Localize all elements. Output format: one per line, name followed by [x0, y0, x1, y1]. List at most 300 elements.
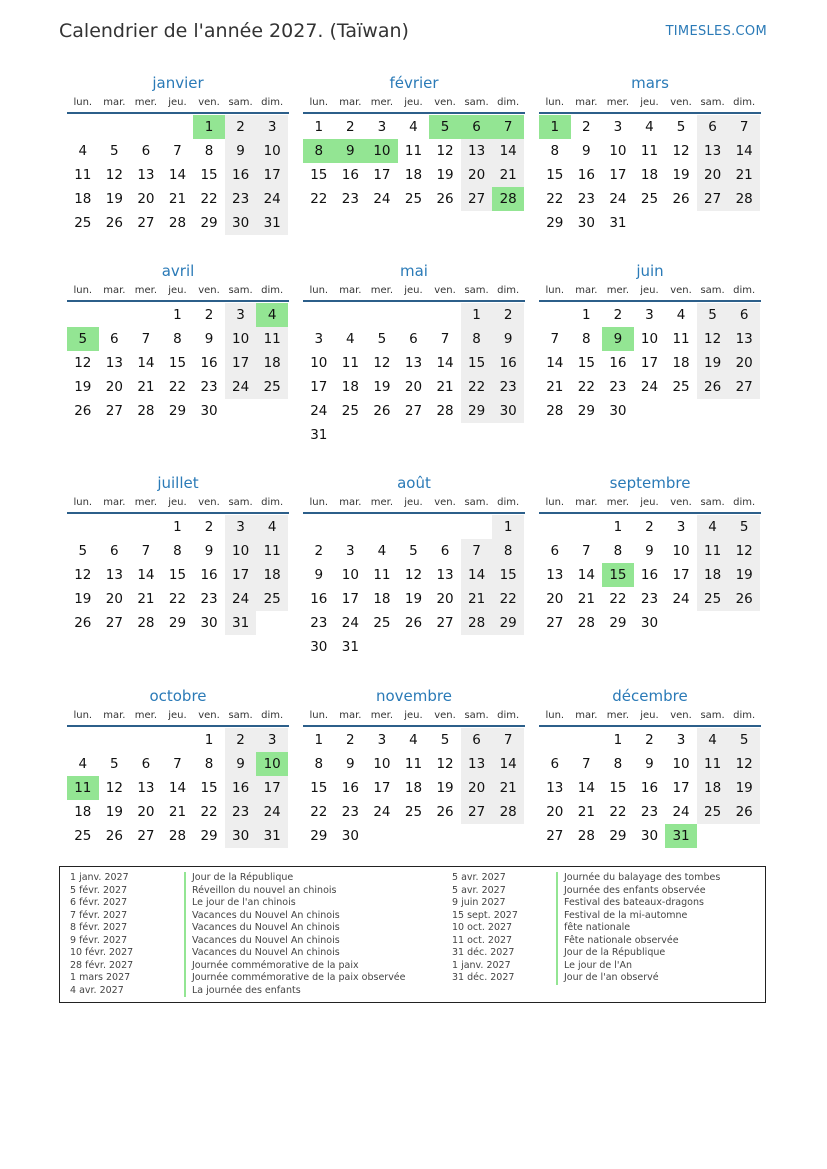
- day-cell: 16: [225, 163, 257, 187]
- empty-cell: [303, 303, 335, 327]
- holiday-date: 1 janv. 2027: [452, 959, 511, 971]
- day-cell: 20: [105, 591, 123, 607]
- weekday-label: ven.: [198, 710, 220, 721]
- day-cell: 21: [461, 587, 493, 611]
- day-cell: 28: [728, 187, 760, 211]
- day-cell: 2: [346, 732, 355, 748]
- day-cell: 15: [168, 355, 187, 371]
- weekday-label: mar.: [103, 285, 126, 296]
- day-cell: 27: [546, 615, 564, 631]
- day-cell: 20: [546, 804, 564, 820]
- day-cell: 16: [200, 567, 218, 583]
- holiday-date: 31 déc. 2027: [452, 947, 515, 958]
- day-cell: 17: [341, 591, 359, 607]
- day-cell: 6: [110, 331, 119, 347]
- day-cell: 14: [728, 139, 760, 163]
- day-cell: 26: [74, 615, 92, 631]
- day-cell: 28: [577, 615, 595, 631]
- day-cell: 8: [492, 539, 524, 563]
- day-cell: 23: [225, 187, 257, 211]
- day-cell: 9: [492, 327, 524, 351]
- day-cell: 12: [672, 143, 690, 159]
- day-cell: 1: [461, 303, 493, 327]
- day-cell: 11: [373, 567, 391, 583]
- day-cell: 21: [168, 191, 187, 207]
- weekday-label: sam.: [700, 97, 725, 108]
- holiday-day-cell: 15: [602, 563, 634, 587]
- day-cell: 12: [105, 167, 123, 183]
- brand-logo[interactable]: TIMESLES.COM: [665, 24, 767, 39]
- day-cell: 12: [728, 539, 760, 563]
- day-cell: 21: [728, 163, 760, 187]
- holiday-name: Vacances du Nouvel An chinois: [184, 935, 406, 948]
- day-cell: 25: [697, 587, 729, 611]
- holiday-day-cell: 31: [665, 824, 697, 848]
- day-cell: 7: [550, 331, 560, 347]
- day-cell: 16: [200, 355, 218, 371]
- day-cell: 25: [74, 215, 92, 231]
- day-cell: 7: [582, 543, 591, 559]
- empty-cell: [67, 515, 99, 539]
- weekday-header: [539, 282, 761, 302]
- day-cell: 9: [314, 567, 324, 583]
- holiday-date: 28 févr. 2027: [70, 959, 134, 971]
- day-cell: 16: [640, 567, 659, 583]
- day-cell: 9: [204, 331, 214, 347]
- day-cell: 16: [609, 355, 627, 371]
- day-cell: 26: [105, 828, 123, 844]
- day-cell: 26: [728, 800, 760, 824]
- day-cell: 7: [173, 143, 182, 159]
- day-cell: 4: [78, 143, 88, 159]
- day-cell: 15: [492, 563, 524, 587]
- day-cell: 29: [577, 403, 595, 419]
- holiday-day-cell: 7: [492, 115, 524, 139]
- day-cell: 21: [436, 379, 454, 395]
- holiday-date: 15 sept. 2027: [452, 909, 518, 921]
- weekday-header: [303, 282, 525, 302]
- day-cell: 31: [256, 211, 288, 235]
- day-cell: 7: [141, 543, 151, 559]
- holiday-date: 5 avr. 2027: [452, 884, 506, 896]
- day-cell: 6: [550, 543, 560, 559]
- month-february: [303, 72, 525, 211]
- holiday-day-cell: 9: [335, 139, 367, 163]
- day-cell: 23: [200, 379, 218, 395]
- weekday-label: dim.: [733, 497, 756, 508]
- day-cell: 8: [204, 143, 214, 159]
- day-cell: 3: [613, 119, 623, 135]
- day-cell: 23: [310, 615, 328, 631]
- day-cell: 30: [609, 403, 627, 419]
- day-cell: 28: [168, 215, 187, 231]
- day-cell: 19: [436, 167, 454, 183]
- day-cell: 19: [672, 167, 690, 183]
- month-june: [539, 260, 761, 423]
- holiday-name: Le jour de l'an chinois: [184, 897, 406, 910]
- day-cell: 15: [310, 167, 328, 183]
- weekday-label: mar.: [575, 97, 598, 108]
- day-cell: 25: [341, 403, 359, 419]
- day-cell: 6: [141, 756, 151, 772]
- day-cell: 24: [256, 800, 288, 824]
- day-cell: 8: [173, 331, 182, 347]
- day-cell: 14: [168, 780, 187, 796]
- day-cell: 5: [110, 756, 119, 772]
- day-cell: 21: [577, 591, 595, 607]
- day-cell: 4: [409, 119, 418, 135]
- day-cell: 24: [609, 191, 627, 207]
- holiday-date: 5 avr. 2027: [452, 872, 506, 883]
- holiday-name: Journée commémorative de la paix: [184, 960, 406, 973]
- day-cell: 26: [728, 587, 760, 611]
- day-cell: 10: [310, 355, 328, 371]
- day-cell: 8: [173, 543, 182, 559]
- day-cell: 26: [672, 191, 690, 207]
- holiday-name: Jour de la République: [184, 872, 406, 885]
- holiday-date: 6 févr. 2027: [70, 897, 128, 908]
- day-cell: 22: [461, 375, 493, 399]
- month-august: [303, 472, 525, 659]
- day-cell: 19: [105, 191, 123, 207]
- day-cell: 24: [225, 375, 257, 399]
- day-cell: 22: [492, 587, 524, 611]
- month-may: [303, 260, 525, 447]
- day-cell: 2: [582, 119, 591, 135]
- weekday-label: sam.: [228, 497, 253, 508]
- day-cell: 26: [436, 804, 454, 820]
- day-cell: 8: [314, 756, 324, 772]
- day-cell: 1: [314, 119, 324, 135]
- holiday-names-left: [184, 872, 406, 997]
- day-cell: 4: [697, 728, 729, 752]
- holiday-name: Jour de l'an observé: [556, 972, 720, 985]
- day-cell: 20: [105, 379, 123, 395]
- day-cell: 27: [546, 828, 564, 844]
- day-cell: 27: [728, 375, 760, 399]
- day-cell: 31: [341, 639, 359, 655]
- empty-cell: [461, 515, 493, 539]
- day-cell: 3: [676, 732, 686, 748]
- day-cell: 3: [377, 732, 387, 748]
- day-cell: 12: [373, 355, 391, 371]
- month-name: août: [397, 474, 431, 492]
- weekday-header: [303, 94, 525, 114]
- day-cell: 3: [256, 728, 288, 752]
- day-cell: 6: [728, 303, 760, 327]
- weekday-label: dim.: [261, 285, 284, 296]
- day-cell: 6: [141, 143, 151, 159]
- month-name: juillet: [157, 474, 199, 492]
- day-cell: 2: [645, 519, 654, 535]
- day-cell: 31: [310, 427, 328, 443]
- day-cell: 5: [377, 331, 387, 347]
- day-cell: 14: [577, 567, 595, 583]
- day-cell: 24: [341, 615, 359, 631]
- day-cell: 21: [546, 379, 564, 395]
- day-cell: 11: [672, 331, 690, 347]
- weekday-label: mar.: [339, 97, 362, 108]
- weekday-label: jeu.: [404, 285, 423, 296]
- day-cell: 9: [582, 143, 591, 159]
- day-cell: 12: [74, 355, 92, 371]
- month-name: février: [389, 74, 439, 92]
- weekday-label: jeu.: [640, 285, 659, 296]
- day-grid: [539, 303, 761, 423]
- day-cell: 24: [672, 591, 690, 607]
- day-cell: 24: [672, 804, 690, 820]
- day-cell: 3: [225, 515, 257, 539]
- weekday-header: [539, 707, 761, 727]
- day-cell: 30: [200, 403, 218, 419]
- weekday-label: mar.: [339, 710, 362, 721]
- day-cell: 9: [225, 752, 257, 776]
- day-cell: 13: [461, 752, 493, 776]
- holiday-day-cell: 9: [602, 327, 634, 351]
- weekday-label: lun.: [545, 97, 565, 108]
- day-cell: 18: [404, 167, 423, 183]
- holiday-name: Festival de la mi-automne: [556, 910, 720, 923]
- day-cell: 28: [577, 828, 595, 844]
- day-cell: 10: [341, 567, 359, 583]
- weekday-label: mer.: [370, 497, 394, 508]
- day-cell: 30: [225, 211, 257, 235]
- day-cell: 3: [645, 307, 654, 323]
- day-cell: 4: [676, 307, 686, 323]
- day-cell: 11: [640, 143, 659, 159]
- day-cell: 9: [346, 756, 355, 772]
- holiday-date: 11 oct. 2027: [452, 934, 513, 946]
- day-cell: 29: [461, 399, 493, 423]
- holiday-date: 9 févr. 2027: [70, 934, 128, 946]
- day-cell: 19: [728, 776, 760, 800]
- holiday-name: Journée commémorative de la paix observée: [184, 972, 406, 985]
- day-cell: 7: [728, 115, 760, 139]
- weekday-header: [67, 707, 289, 727]
- weekday-label: ven.: [670, 97, 692, 108]
- holiday-date: 1 mars 2027: [70, 972, 131, 983]
- day-cell: 10: [640, 331, 659, 347]
- day-cell: 23: [577, 191, 595, 207]
- empty-cell: [571, 728, 603, 752]
- day-cell: 7: [582, 756, 591, 772]
- holiday-name: Jour de la République: [556, 947, 720, 960]
- day-cell: 27: [137, 828, 155, 844]
- day-cell: 4: [409, 732, 418, 748]
- weekday-label: mar.: [575, 285, 598, 296]
- day-cell: 18: [697, 776, 729, 800]
- month-name: mai: [400, 262, 428, 280]
- day-cell: 15: [200, 780, 218, 796]
- day-grid: [539, 515, 761, 635]
- day-cell: 17: [609, 167, 627, 183]
- day-cell: 22: [200, 191, 218, 207]
- empty-cell: [398, 303, 430, 327]
- day-cell: 8: [550, 143, 560, 159]
- day-cell: 5: [110, 143, 119, 159]
- empty-cell: [366, 515, 398, 539]
- day-cell: 1: [613, 519, 623, 535]
- day-cell: 26: [373, 403, 391, 419]
- day-cell: 8: [613, 543, 623, 559]
- holiday-day-cell: 5: [429, 115, 461, 139]
- day-cell: 12: [436, 143, 454, 159]
- day-cell: 19: [436, 780, 454, 796]
- day-grid: [303, 303, 525, 447]
- weekday-label: mar.: [575, 497, 598, 508]
- month-name: novembre: [376, 687, 452, 705]
- weekday-label: mer.: [606, 497, 630, 508]
- weekday-label: mer.: [606, 710, 630, 721]
- weekday-label: mar.: [339, 285, 362, 296]
- day-cell: 23: [225, 800, 257, 824]
- holiday-date: 8 févr. 2027: [70, 922, 128, 933]
- day-cell: 27: [137, 215, 155, 231]
- weekday-label: ven.: [198, 97, 220, 108]
- weekday-label: mer.: [370, 97, 394, 108]
- month-name: mars: [631, 74, 669, 92]
- holiday-name: Journée du balayage des tombes: [556, 872, 720, 885]
- day-cell: 20: [137, 804, 155, 820]
- day-cell: 31: [609, 215, 627, 231]
- empty-cell: [429, 303, 461, 327]
- day-cell: 25: [74, 828, 92, 844]
- day-cell: 11: [256, 539, 288, 563]
- weekday-label: ven.: [434, 97, 456, 108]
- weekday-label: lun.: [545, 497, 565, 508]
- day-cell: 24: [225, 587, 257, 611]
- weekday-label: jeu.: [404, 97, 423, 108]
- weekday-label: jeu.: [168, 497, 187, 508]
- month-december: [539, 685, 761, 848]
- day-cell: 18: [697, 563, 729, 587]
- day-cell: 5: [78, 543, 88, 559]
- day-cell: 29: [609, 828, 627, 844]
- day-cell: 21: [168, 804, 187, 820]
- day-cell: 5: [409, 543, 418, 559]
- weekday-label: mar.: [103, 710, 126, 721]
- weekday-label: lun.: [309, 497, 329, 508]
- day-cell: 24: [310, 403, 328, 419]
- day-cell: 29: [492, 611, 524, 635]
- day-cell: 22: [310, 804, 328, 820]
- day-cell: 30: [492, 399, 524, 423]
- day-cell: 16: [640, 780, 659, 796]
- day-cell: 26: [697, 375, 729, 399]
- weekday-label: sam.: [464, 710, 489, 721]
- weekday-label: ven.: [434, 497, 456, 508]
- day-grid: [539, 728, 761, 848]
- weekday-label: lun.: [309, 710, 329, 721]
- day-cell: 13: [461, 139, 493, 163]
- day-cell: 13: [404, 355, 423, 371]
- day-cell: 23: [609, 379, 627, 395]
- day-cell: 18: [404, 780, 423, 796]
- day-cell: 8: [613, 756, 623, 772]
- day-cell: 3: [256, 115, 288, 139]
- day-cell: 2: [314, 543, 324, 559]
- day-cell: 15: [310, 780, 328, 796]
- day-cell: 1: [173, 307, 182, 323]
- day-cell: 10: [256, 139, 288, 163]
- day-cell: 2: [645, 732, 654, 748]
- weekday-label: jeu.: [640, 710, 659, 721]
- day-cell: 17: [310, 379, 328, 395]
- day-cell: 17: [256, 163, 288, 187]
- day-cell: 22: [200, 804, 218, 820]
- holiday-day-cell: 1: [193, 115, 225, 139]
- weekday-header: [67, 282, 289, 302]
- weekday-label: dim.: [733, 97, 756, 108]
- day-cell: 25: [256, 375, 288, 399]
- empty-cell: [67, 728, 99, 752]
- day-cell: 27: [697, 187, 729, 211]
- day-cell: 21: [137, 379, 155, 395]
- day-grid: [539, 115, 761, 235]
- day-cell: 26: [105, 215, 123, 231]
- day-cell: 19: [404, 591, 423, 607]
- day-cell: 20: [461, 163, 493, 187]
- day-cell: 28: [546, 403, 564, 419]
- day-cell: 6: [461, 728, 493, 752]
- day-cell: 18: [373, 591, 391, 607]
- day-cell: 2: [225, 115, 257, 139]
- weekday-label: mer.: [606, 285, 630, 296]
- weekday-label: ven.: [434, 285, 456, 296]
- day-cell: 21: [577, 804, 595, 820]
- weekday-label: jeu.: [404, 710, 423, 721]
- holiday-date: 7 févr. 2027: [70, 909, 128, 921]
- empty-cell: [162, 728, 194, 752]
- day-cell: 5: [676, 119, 686, 135]
- weekday-label: mar.: [339, 497, 362, 508]
- day-cell: 20: [404, 379, 423, 395]
- month-october: [67, 685, 289, 848]
- weekday-label: dim.: [497, 285, 520, 296]
- day-cell: 14: [137, 567, 155, 583]
- weekday-header: [67, 94, 289, 114]
- day-cell: 16: [577, 167, 595, 183]
- day-cell: 17: [672, 567, 690, 583]
- day-cell: 5: [728, 515, 760, 539]
- day-cell: 25: [697, 800, 729, 824]
- weekday-label: dim.: [261, 97, 284, 108]
- holiday-name: Festival des bateaux-dragons: [556, 897, 720, 910]
- weekday-label: mar.: [575, 710, 598, 721]
- weekday-label: dim.: [497, 497, 520, 508]
- day-cell: 23: [200, 591, 218, 607]
- month-name: septembre: [609, 474, 691, 492]
- month-september: [539, 472, 761, 635]
- day-cell: 3: [377, 119, 387, 135]
- day-cell: 13: [105, 567, 123, 583]
- weekday-label: ven.: [670, 497, 692, 508]
- weekday-label: lun.: [73, 497, 93, 508]
- day-cell: 16: [310, 591, 328, 607]
- page-title: Calendrier de l'année 2027. (Taïwan): [59, 20, 409, 42]
- day-cell: 10: [225, 539, 257, 563]
- day-cell: 11: [341, 355, 359, 371]
- day-cell: 23: [492, 375, 524, 399]
- day-cell: 20: [137, 191, 155, 207]
- empty-cell: [99, 515, 131, 539]
- day-cell: 10: [373, 756, 391, 772]
- day-cell: 11: [697, 752, 729, 776]
- weekday-label: lun.: [545, 285, 565, 296]
- day-cell: 22: [168, 591, 187, 607]
- holiday-date: 1 janv. 2027: [70, 872, 129, 883]
- weekday-label: jeu.: [640, 97, 659, 108]
